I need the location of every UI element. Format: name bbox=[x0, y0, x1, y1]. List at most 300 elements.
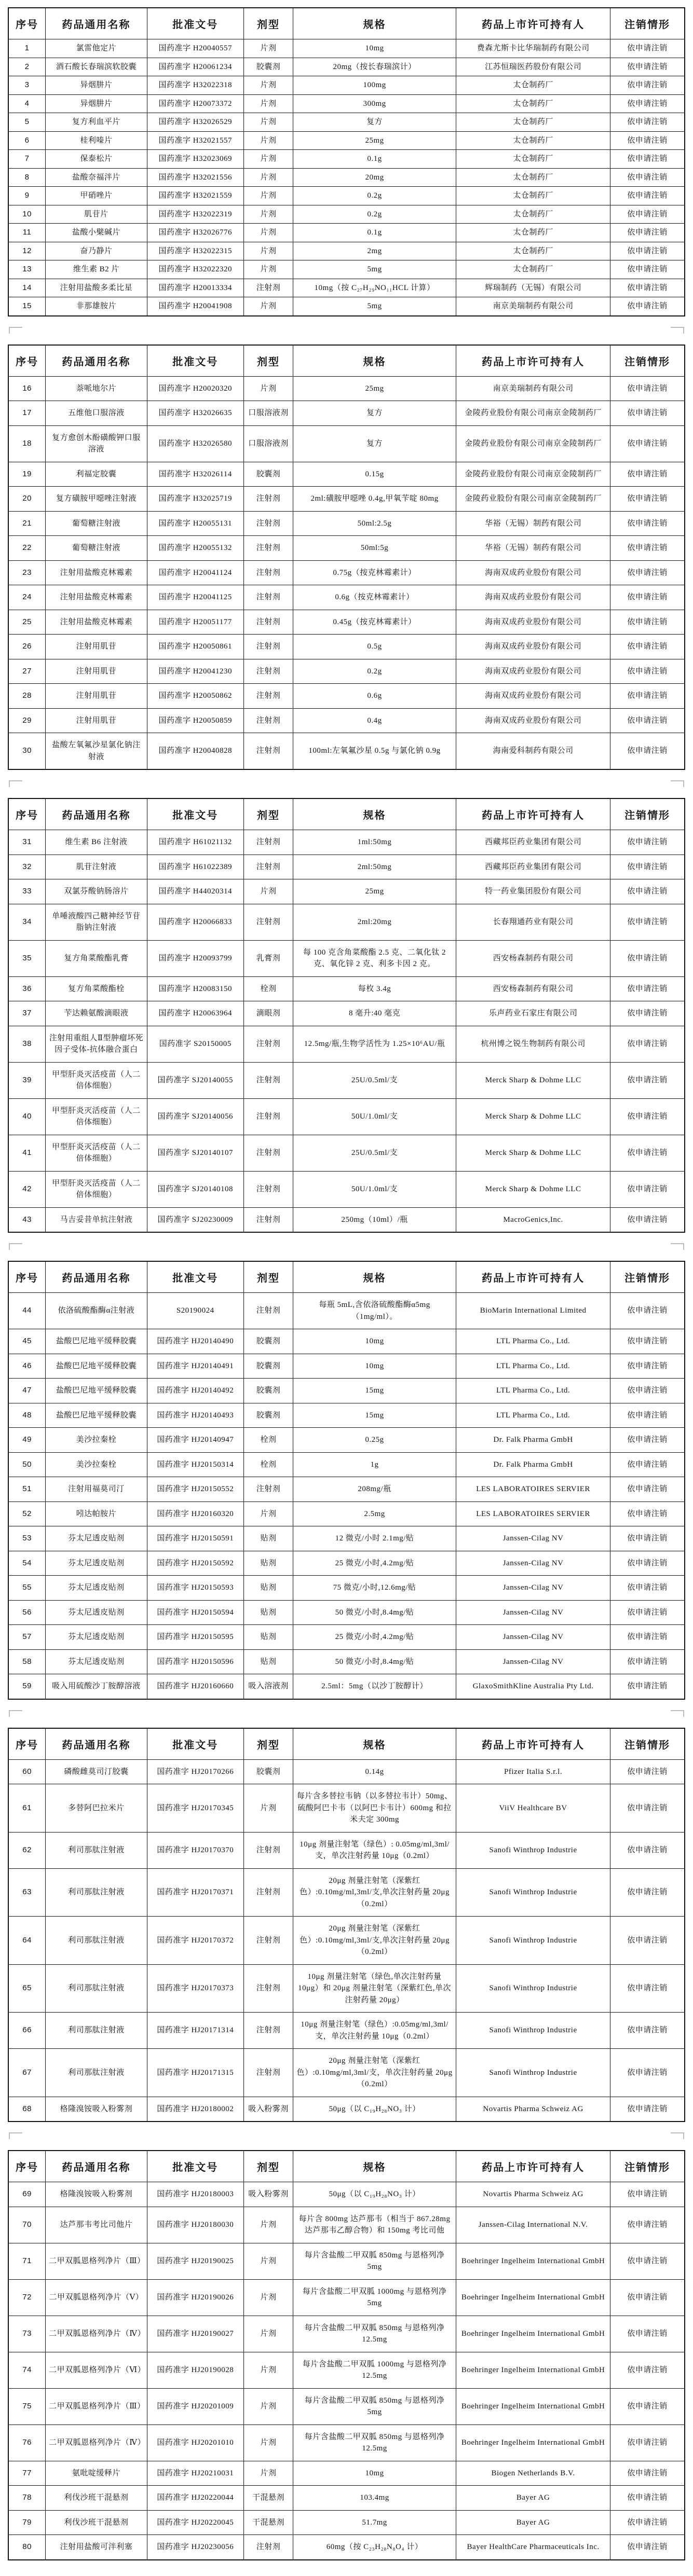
cell-drug-name: 五维他口服溶液 bbox=[46, 401, 147, 426]
column-header-approval-number: 批准文号 bbox=[147, 1728, 243, 1760]
cell-approval-number: 国药准字 H32022320 bbox=[147, 260, 243, 279]
column-header-specification: 规格 bbox=[293, 8, 456, 39]
cell-dosage-form: 片剂 bbox=[243, 2316, 293, 2352]
cell-approval-number: 国药准字 H32025719 bbox=[147, 487, 243, 512]
table-row bbox=[8, 168, 685, 187]
cell-license-holder: GlaxoSmithKline Australia Pty Ltd. bbox=[456, 1674, 610, 1699]
cell-license-holder: 太仓制药厂 bbox=[456, 242, 610, 260]
cell-row-number: 15 bbox=[8, 297, 46, 316]
cell-drug-name: 甲型肝炎灭活疫苗（人二倍体细胞） bbox=[46, 1062, 147, 1098]
cell-license-holder: 太仓制药厂 bbox=[456, 94, 610, 113]
cell-specification: 60mg（按 C₂₃H₂₈N₈O₄ 计） bbox=[293, 2535, 456, 2560]
cell-drug-name: 美沙拉秦栓 bbox=[46, 1428, 147, 1453]
cell-approval-number: 国药准字 H20063964 bbox=[147, 1001, 243, 1026]
cell-drug-name: 利福定胶囊 bbox=[46, 462, 147, 487]
drug-table bbox=[8, 345, 685, 770]
cell-approval-number: 国药准字 H20093799 bbox=[147, 940, 243, 976]
cell-license-holder: 西藏邦臣药业集团有限公司 bbox=[456, 830, 610, 855]
cell-drug-name: 美沙拉秦栓 bbox=[46, 1452, 147, 1477]
drug-table bbox=[8, 2150, 685, 2560]
cell-dosage-form: 片剂 bbox=[243, 168, 293, 187]
cell-approval-number: 国药准字 HJ20180002 bbox=[147, 2097, 243, 2122]
cell-license-holder: 江苏恒瑞医药股份有限公司 bbox=[456, 58, 610, 76]
cell-dosage-form: 注射剂 bbox=[243, 1098, 293, 1135]
cell-drug-name: 注射用福莫司汀 bbox=[46, 1477, 147, 1502]
cell-row-number: 45 bbox=[8, 1329, 46, 1354]
cell-approval-number: 国药准字 HJ20190025 bbox=[147, 2243, 243, 2279]
cell-approval-number: 国药准字 HJ20150596 bbox=[147, 1649, 243, 1674]
cell-dosage-form: 口服溶液剂 bbox=[243, 401, 293, 426]
cell-row-number: 49 bbox=[8, 1428, 46, 1453]
cell-row-number: 72 bbox=[8, 2279, 46, 2316]
cell-row-number: 61 bbox=[8, 1784, 46, 1833]
cell-specification: 25U/0.5ml/支 bbox=[293, 1135, 456, 1171]
table-row bbox=[8, 1062, 685, 1098]
cell-drug-name: 肌苷片 bbox=[46, 205, 147, 224]
cell-cancellation-status: 依申请注销 bbox=[610, 1551, 685, 1576]
cell-cancellation-status: 依申请注销 bbox=[610, 1098, 685, 1135]
cell-approval-number: 国药准字 H32021559 bbox=[147, 187, 243, 205]
cell-license-holder: 太仓制药厂 bbox=[456, 224, 610, 242]
cell-drug-name: 利司那肽注射液 bbox=[46, 1832, 147, 1868]
cell-approval-number: 国药准字 HJ20150595 bbox=[147, 1625, 243, 1650]
cell-dosage-form: 贴剂 bbox=[243, 1576, 293, 1601]
cell-specification: 10μg 剂量注射笔（绿色）:0.05mg/ml,3ml/支，单次注射药量 10μg（0.2ml） bbox=[293, 2013, 456, 2049]
cell-approval-number: 国药准字 S20150005 bbox=[147, 1026, 243, 1062]
cell-dosage-form: 干混悬剂 bbox=[243, 2486, 293, 2511]
cell-drug-name: 复方愈创木酚磺酸钾口服溶液 bbox=[46, 425, 147, 462]
cell-specification: 0.14g bbox=[293, 1759, 456, 1784]
cell-row-number: 53 bbox=[8, 1526, 46, 1551]
cell-specification: 每片含 800mg 达芦那韦（相当于 867.28mg 达芦那韦乙醇合物）和 150mg 考比司他 bbox=[293, 2207, 456, 2243]
cell-approval-number: 国药准字 HJ20140492 bbox=[147, 1379, 243, 1403]
cell-drug-name: 注射用肌苷 bbox=[46, 684, 147, 709]
column-header-license-holder: 药品上市许可持有人 bbox=[456, 8, 610, 39]
cell-dosage-form: 片剂 bbox=[243, 1784, 293, 1833]
cell-drug-name: 盐酸巴尼地平缓释胶囊 bbox=[46, 1329, 147, 1354]
cell-specification: 0.1g bbox=[293, 224, 456, 242]
cell-drug-name: 依洛硫酸酯酶α注射液 bbox=[46, 1293, 147, 1329]
cell-license-holder: Boehringer Ingelheim International GmbH bbox=[456, 2316, 610, 2352]
cell-approval-number: 国药准字 H32021557 bbox=[147, 131, 243, 150]
cell-dosage-form: 胶囊剂 bbox=[243, 1354, 293, 1379]
cell-approval-number: 国药准字 HJ20150591 bbox=[147, 1526, 243, 1551]
column-header-specification: 规格 bbox=[293, 1728, 456, 1760]
cell-row-number: 3 bbox=[8, 76, 46, 95]
column-header-specification: 规格 bbox=[293, 1261, 456, 1293]
cell-specification: 每片含盐酸二甲双胍 850mg 与恩格列净 5mg bbox=[293, 2388, 456, 2425]
table-row bbox=[8, 904, 685, 940]
cell-drug-name: 二甲双胍恩格列净片（Ⅲ） bbox=[46, 2243, 147, 2279]
cell-cancellation-status: 依申请注销 bbox=[610, 830, 685, 855]
cell-drug-name: 马吉妥昔单抗注射液 bbox=[46, 1207, 147, 1232]
cell-dosage-form: 注射剂 bbox=[243, 1135, 293, 1171]
cell-dosage-form: 片剂 bbox=[243, 76, 293, 95]
cell-row-number: 74 bbox=[8, 2352, 46, 2388]
cell-cancellation-status: 依申请注销 bbox=[610, 401, 685, 426]
cell-dosage-form: 注射剂 bbox=[243, 659, 293, 684]
cell-row-number: 31 bbox=[8, 830, 46, 855]
cell-approval-number: 国药准字 H20041124 bbox=[147, 560, 243, 585]
table-row bbox=[8, 224, 685, 242]
drug-table-section bbox=[8, 2150, 685, 2560]
cell-drug-name: 达芦那韦考比司他片 bbox=[46, 2207, 147, 2243]
cell-row-number: 39 bbox=[8, 1062, 46, 1098]
cell-drug-name: 盐酸巴尼地平缓释胶囊 bbox=[46, 1403, 147, 1428]
cell-license-holder: 南京美瑞制药有限公司 bbox=[456, 297, 610, 316]
cell-row-number: 9 bbox=[8, 187, 46, 205]
cell-row-number: 46 bbox=[8, 1354, 46, 1379]
column-header-dosage-form: 剂型 bbox=[243, 345, 293, 377]
cell-specification: 2ml:20mg bbox=[293, 904, 456, 940]
cell-specification: 复方 bbox=[293, 401, 456, 426]
cell-row-number: 50 bbox=[8, 1452, 46, 1477]
cell-license-holder: 太仓制药厂 bbox=[456, 150, 610, 169]
column-header-specification: 规格 bbox=[293, 2151, 456, 2182]
table-row bbox=[8, 1674, 685, 1699]
cell-row-number: 64 bbox=[8, 1917, 46, 1965]
cell-row-number: 28 bbox=[8, 684, 46, 709]
table-row bbox=[8, 2352, 685, 2388]
table-row bbox=[8, 1354, 685, 1379]
table-row bbox=[8, 684, 685, 709]
cell-specification: 2.5mg bbox=[293, 1501, 456, 1526]
cell-approval-number: 国药准字 HJ20210031 bbox=[147, 2461, 243, 2486]
column-header-row-number: 序号 bbox=[8, 8, 46, 39]
cell-row-number: 41 bbox=[8, 1135, 46, 1171]
cell-dosage-form: 注射剂 bbox=[243, 1026, 293, 1062]
cell-approval-number: S20190024 bbox=[147, 1293, 243, 1329]
cell-license-holder: Sanofi Winthrop Industrie bbox=[456, 2049, 610, 2097]
cell-license-holder: Boehringer Ingelheim International GmbH bbox=[456, 2243, 610, 2279]
cell-license-holder: 辉瑞制药（无锡）有限公司 bbox=[456, 279, 610, 297]
column-header-drug-name: 药品通用名称 bbox=[46, 1728, 147, 1760]
cell-cancellation-status: 依申请注销 bbox=[610, 1293, 685, 1329]
cell-drug-name: 二甲双胍恩格列净片（Ⅳ） bbox=[46, 2425, 147, 2461]
table-row bbox=[8, 1207, 685, 1232]
cell-license-holder: 西藏邦臣药业集团有限公司 bbox=[456, 855, 610, 879]
column-header-dosage-form: 剂型 bbox=[243, 798, 293, 830]
column-header-row-number: 序号 bbox=[8, 1728, 46, 1760]
cell-row-number: 73 bbox=[8, 2316, 46, 2352]
cell-cancellation-status: 依申请注销 bbox=[610, 1868, 685, 1917]
cell-approval-number: 国药准字 H20040828 bbox=[147, 733, 243, 770]
cell-dosage-form: 片剂 bbox=[243, 879, 293, 904]
cell-specification: 25 微克/小时,4.2mg/贴 bbox=[293, 1551, 456, 1576]
cell-dosage-form: 注射剂 bbox=[243, 511, 293, 536]
cell-dosage-form: 胶囊剂 bbox=[243, 1379, 293, 1403]
cell-cancellation-status: 依申请注销 bbox=[610, 1135, 685, 1171]
cell-drug-name: 二甲双胍恩格列净片（Ⅴ） bbox=[46, 2279, 147, 2316]
cell-license-holder: Merck Sharp & Dohme LLC bbox=[456, 1171, 610, 1207]
cell-specification: 20μg 剂量注射笔（深紫红色）:0.10mg/ml,3ml/支,单次注射药量 20μg（0.2ml） bbox=[293, 1868, 456, 1917]
column-header-cancellation-status: 注销情形 bbox=[610, 2151, 685, 2182]
cell-drug-name: 芬太尼透皮贴剂 bbox=[46, 1649, 147, 1674]
table-row bbox=[8, 610, 685, 635]
cell-specification: 100mg bbox=[293, 76, 456, 95]
cell-dosage-form: 片剂 bbox=[243, 150, 293, 169]
cell-cancellation-status: 依申请注销 bbox=[610, 1576, 685, 1601]
cell-cancellation-status: 依申请注销 bbox=[610, 1649, 685, 1674]
cell-approval-number: 国药准字 HJ20201010 bbox=[147, 2425, 243, 2461]
cell-license-holder: 海南爱科制药有限公司 bbox=[456, 733, 610, 770]
cell-approval-number: 国药准字 HJ20220044 bbox=[147, 2486, 243, 2511]
cell-row-number: 44 bbox=[8, 1293, 46, 1329]
cell-row-number: 56 bbox=[8, 1600, 46, 1625]
cell-license-holder: Janssen-Cilag NV bbox=[456, 1526, 610, 1551]
cell-specification: 12 微克/小时 2.1mg/贴 bbox=[293, 1526, 456, 1551]
cell-drug-name: 注射用肌苷 bbox=[46, 659, 147, 684]
cell-dosage-form: 胶囊剂 bbox=[243, 58, 293, 76]
table-row bbox=[8, 560, 685, 585]
cell-license-holder: Sanofi Winthrop Industrie bbox=[456, 1964, 610, 2013]
cell-specification: 0.2g bbox=[293, 187, 456, 205]
cell-approval-number: 国药准字 SJ20230009 bbox=[147, 1207, 243, 1232]
table-row bbox=[8, 131, 685, 150]
cell-license-holder: Biogen Netherlands B.V. bbox=[456, 2461, 610, 2486]
cell-specification: 每片含盐酸二甲双胍 1000mg 与恩格列净 5mg bbox=[293, 2279, 456, 2316]
cell-specification: 0.15g bbox=[293, 462, 456, 487]
cell-drug-name: 氯雷他定片 bbox=[46, 39, 147, 58]
table-row bbox=[8, 462, 685, 487]
cell-cancellation-status: 依申请注销 bbox=[610, 879, 685, 904]
table-row bbox=[8, 297, 685, 316]
cell-row-number: 23 bbox=[8, 560, 46, 585]
cell-specification: 2ml:磺胺甲噁唑 0.4g,甲氧苄啶 80mg bbox=[293, 487, 456, 512]
cell-license-holder: Pfizer Italia S.r.l. bbox=[456, 1759, 610, 1784]
cell-dosage-form: 注射剂 bbox=[243, 2013, 293, 2049]
table-row bbox=[8, 1452, 685, 1477]
cell-cancellation-status: 依申请注销 bbox=[610, 1001, 685, 1026]
cell-license-holder: 南京美瑞制药有限公司 bbox=[456, 376, 610, 401]
cell-license-holder: Novartis Pharma Schweiz AG bbox=[456, 2097, 610, 2122]
cell-row-number: 55 bbox=[8, 1576, 46, 1601]
table-row bbox=[8, 2207, 685, 2243]
cell-dosage-form: 栓剂 bbox=[243, 1428, 293, 1453]
cell-approval-number: 国药准字 HJ20171315 bbox=[147, 2049, 243, 2097]
cell-cancellation-status: 依申请注销 bbox=[610, 2097, 685, 2122]
table-row bbox=[8, 242, 685, 260]
cell-license-holder: Sanofi Winthrop Industrie bbox=[456, 2013, 610, 2049]
table-row bbox=[8, 1868, 685, 1917]
column-header-cancellation-status: 注销情形 bbox=[610, 1728, 685, 1760]
cell-dosage-form: 注射剂 bbox=[243, 2535, 293, 2560]
cell-license-holder: Merck Sharp & Dohme LLC bbox=[456, 1135, 610, 1171]
table-row bbox=[8, 1098, 685, 1135]
cell-license-holder: 海南双成药业股份有限公司 bbox=[456, 635, 610, 659]
cell-dosage-form: 注射剂 bbox=[243, 1062, 293, 1098]
cell-license-holder: LES LABORATOIRES SERVIER bbox=[456, 1477, 610, 1502]
table-row bbox=[8, 635, 685, 659]
cell-specification: 5mg bbox=[293, 260, 456, 279]
cell-dosage-form: 贴剂 bbox=[243, 1551, 293, 1576]
cell-specification: 0.45g（按克林霉素计） bbox=[293, 610, 456, 635]
cell-specification: 0.4g bbox=[293, 708, 456, 733]
table-row bbox=[8, 39, 685, 58]
cell-cancellation-status: 依申请注销 bbox=[610, 279, 685, 297]
drug-table bbox=[8, 798, 685, 1233]
cell-specification: 0.75g（按克林霉素计） bbox=[293, 560, 456, 585]
table-row bbox=[8, 1428, 685, 1453]
cell-cancellation-status: 依申请注销 bbox=[610, 684, 685, 709]
cell-row-number: 75 bbox=[8, 2388, 46, 2425]
cell-specification: 0.2g bbox=[293, 659, 456, 684]
column-header-license-holder: 药品上市许可持有人 bbox=[456, 345, 610, 377]
cell-dosage-form: 贴剂 bbox=[243, 1649, 293, 1674]
cell-approval-number: 国药准字 H20055132 bbox=[147, 536, 243, 561]
cell-drug-name: 盐酸奈福泮片 bbox=[46, 168, 147, 187]
table-row bbox=[8, 1625, 685, 1650]
cell-specification: 25mg bbox=[293, 131, 456, 150]
cell-drug-name: 二甲双胍恩格列净片（Ⅳ） bbox=[46, 2316, 147, 2352]
cell-drug-name: 利伐沙班干混悬剂 bbox=[46, 2510, 147, 2535]
cell-approval-number: 国药准字 H20050859 bbox=[147, 708, 243, 733]
table-row bbox=[8, 2425, 685, 2461]
cell-cancellation-status: 依申请注销 bbox=[610, 58, 685, 76]
cell-cancellation-status: 依申请注销 bbox=[610, 2243, 685, 2279]
cell-dosage-form: 胶囊剂 bbox=[243, 1329, 293, 1354]
cell-drug-name: 异烟肼片 bbox=[46, 94, 147, 113]
cell-row-number: 30 bbox=[8, 733, 46, 770]
cell-dosage-form: 乳膏剂 bbox=[243, 940, 293, 976]
cell-license-holder: 太仓制药厂 bbox=[456, 113, 610, 132]
table-row bbox=[8, 1171, 685, 1207]
cell-specification: 每片含盐酸二甲双胍 850mg 与恩格列净 5mg bbox=[293, 2243, 456, 2279]
header-row bbox=[8, 1728, 685, 1760]
cell-dosage-form: 片剂 bbox=[243, 2352, 293, 2388]
cell-drug-name: 芬太尼透皮贴剂 bbox=[46, 1576, 147, 1601]
cell-row-number: 60 bbox=[8, 1759, 46, 1784]
cell-drug-name: 肌苷注射液 bbox=[46, 855, 147, 879]
cell-specification: 0.6g（按克林霉素计） bbox=[293, 585, 456, 610]
cell-approval-number: 国药准字 H61021132 bbox=[147, 830, 243, 855]
cell-specification: 15mg bbox=[293, 1403, 456, 1428]
cell-row-number: 38 bbox=[8, 1026, 46, 1062]
column-header-cancellation-status: 注销情形 bbox=[610, 798, 685, 830]
cell-dosage-form: 片剂 bbox=[243, 2207, 293, 2243]
cell-cancellation-status: 依申请注销 bbox=[610, 2279, 685, 2316]
cell-cancellation-status: 依申请注销 bbox=[610, 260, 685, 279]
cell-specification: 0.2g bbox=[293, 205, 456, 224]
cell-cancellation-status: 依申请注销 bbox=[610, 1452, 685, 1477]
cell-drug-name: 芬太尼透皮贴剂 bbox=[46, 1625, 147, 1650]
cell-approval-number: 国药准字 H20083150 bbox=[147, 976, 243, 1001]
cell-approval-number: 国药准字 HJ20150314 bbox=[147, 1452, 243, 1477]
cell-specification: 20μg 剂量注射笔（深紫红色）:0.10mg/ml,3ml/支，单次注射药量 20μg（0.2ml） bbox=[293, 2049, 456, 2097]
cell-cancellation-status: 依申请注销 bbox=[610, 635, 685, 659]
cell-specification: 每瓶 5mL,含依洛硫酸酯酶α5mg（1mg/ml）。 bbox=[293, 1293, 456, 1329]
cell-license-holder: 太仓制药厂 bbox=[456, 187, 610, 205]
cell-license-holder: LES LABORATOIRES SERVIER bbox=[456, 1501, 610, 1526]
table-row bbox=[8, 279, 685, 297]
cell-dosage-form: 片剂 bbox=[243, 94, 293, 113]
cell-specification: 0.25g bbox=[293, 1428, 456, 1453]
drug-table-section bbox=[8, 1728, 685, 2123]
cell-drug-name: 二甲双胍恩格列净片（Ⅲ） bbox=[46, 2388, 147, 2425]
table-row bbox=[8, 1135, 685, 1171]
cell-approval-number: 国药准字 SJ20140056 bbox=[147, 1098, 243, 1135]
cell-license-holder: Janssen-Cilag NV bbox=[456, 1625, 610, 1650]
cell-approval-number: 国药准字 H20041125 bbox=[147, 585, 243, 610]
cell-license-holder: 金陵药业股份有限公司南京金陵制药厂 bbox=[456, 462, 610, 487]
cell-cancellation-status: 依申请注销 bbox=[610, 1600, 685, 1625]
cell-cancellation-status: 依申请注销 bbox=[610, 1832, 685, 1868]
column-header-drug-name: 药品通用名称 bbox=[46, 798, 147, 830]
cell-license-holder: 金陵药业股份有限公司南京金陵制药厂 bbox=[456, 401, 610, 426]
cell-dosage-form: 贴剂 bbox=[243, 1600, 293, 1625]
cell-row-number: 33 bbox=[8, 879, 46, 904]
cell-dosage-form: 注射剂 bbox=[243, 2049, 293, 2097]
cell-approval-number: 国药准字 H20066833 bbox=[147, 904, 243, 940]
cell-cancellation-status: 依申请注销 bbox=[610, 150, 685, 169]
drug-table bbox=[8, 7, 685, 316]
cell-license-holder: Sanofi Winthrop Industrie bbox=[456, 1832, 610, 1868]
cell-license-holder: 太仓制药厂 bbox=[456, 205, 610, 224]
cell-dosage-form: 吸入溶液剂 bbox=[243, 1674, 293, 1699]
cell-row-number: 13 bbox=[8, 260, 46, 279]
cell-license-holder: LTL Pharma Co., Ltd. bbox=[456, 1329, 610, 1354]
table-row bbox=[8, 1403, 685, 1428]
table-row bbox=[8, 2182, 685, 2207]
cell-specification: 10mg（按 C₂₇H₂₉NO₁₁HCL 计算） bbox=[293, 279, 456, 297]
cell-drug-name: 甲型肝炎灭活疫苗（人二倍体细胞） bbox=[46, 1098, 147, 1135]
table-row bbox=[8, 1379, 685, 1403]
column-header-cancellation-status: 注销情形 bbox=[610, 345, 685, 377]
cell-cancellation-status: 依申请注销 bbox=[610, 1379, 685, 1403]
cell-license-holder: LTL Pharma Co., Ltd. bbox=[456, 1354, 610, 1379]
cell-license-holder: LTL Pharma Co., Ltd. bbox=[456, 1379, 610, 1403]
cell-approval-number: 国药准字 HJ20190027 bbox=[147, 2316, 243, 2352]
table-row bbox=[8, 2243, 685, 2279]
cell-cancellation-status: 依申请注销 bbox=[610, 2425, 685, 2461]
cell-specification: 2.5ml：5mg（以沙丁胺醇计） bbox=[293, 1674, 456, 1699]
cell-cancellation-status: 依申请注销 bbox=[610, 1917, 685, 1965]
cell-approval-number: 国药准字 H20013334 bbox=[147, 279, 243, 297]
table-row bbox=[8, 1600, 685, 1625]
cell-approval-number: 国药准字 SJ20140107 bbox=[147, 1135, 243, 1171]
table-row bbox=[8, 113, 685, 132]
cell-drug-name: 维生素 B2 片 bbox=[46, 260, 147, 279]
column-header-row-number: 序号 bbox=[8, 2151, 46, 2182]
cell-specification: 300mg bbox=[293, 94, 456, 113]
cell-approval-number: 国药准字 H61022389 bbox=[147, 855, 243, 879]
cell-specification: 20mg（按长春瑞滨计） bbox=[293, 58, 456, 76]
cell-drug-name: 甲型肝炎灭活疫苗（人二倍体细胞） bbox=[46, 1171, 147, 1207]
cell-drug-name: 保泰松片 bbox=[46, 150, 147, 169]
column-header-license-holder: 药品上市许可持有人 bbox=[456, 1728, 610, 1760]
cell-drug-name: 奋乃静片 bbox=[46, 242, 147, 260]
cell-row-number: 62 bbox=[8, 1832, 46, 1868]
cell-drug-name: 双氯芬酸钠肠溶片 bbox=[46, 879, 147, 904]
cell-drug-name: 复方磺胺甲噁唑注射液 bbox=[46, 487, 147, 512]
cell-dosage-form: 片剂 bbox=[243, 131, 293, 150]
column-header-specification: 规格 bbox=[293, 798, 456, 830]
table-row bbox=[8, 2013, 685, 2049]
table-row bbox=[8, 187, 685, 205]
cell-row-number: 11 bbox=[8, 224, 46, 242]
cell-row-number: 35 bbox=[8, 940, 46, 976]
cell-drug-name: 盐酸左氧氟沙星氯化钠注射液 bbox=[46, 733, 147, 770]
cell-row-number: 19 bbox=[8, 462, 46, 487]
cell-specification: 20μg 剂量注射笔（深紫红色）:0.10mg/ml,3ml/支,单次注射药量 20μg（0.2ml） bbox=[293, 1917, 456, 1965]
column-header-row-number: 序号 bbox=[8, 798, 46, 830]
cell-row-number: 37 bbox=[8, 1001, 46, 1026]
cell-approval-number: 国药准字 H44020314 bbox=[147, 879, 243, 904]
cell-approval-number: 国药准字 HJ20160320 bbox=[147, 1501, 243, 1526]
cell-license-holder: Bayer HealthCare Pharmaceuticals Inc. bbox=[456, 2535, 610, 2560]
cell-specification: 5mg bbox=[293, 297, 456, 316]
cell-specification: 51.7mg bbox=[293, 2510, 456, 2535]
